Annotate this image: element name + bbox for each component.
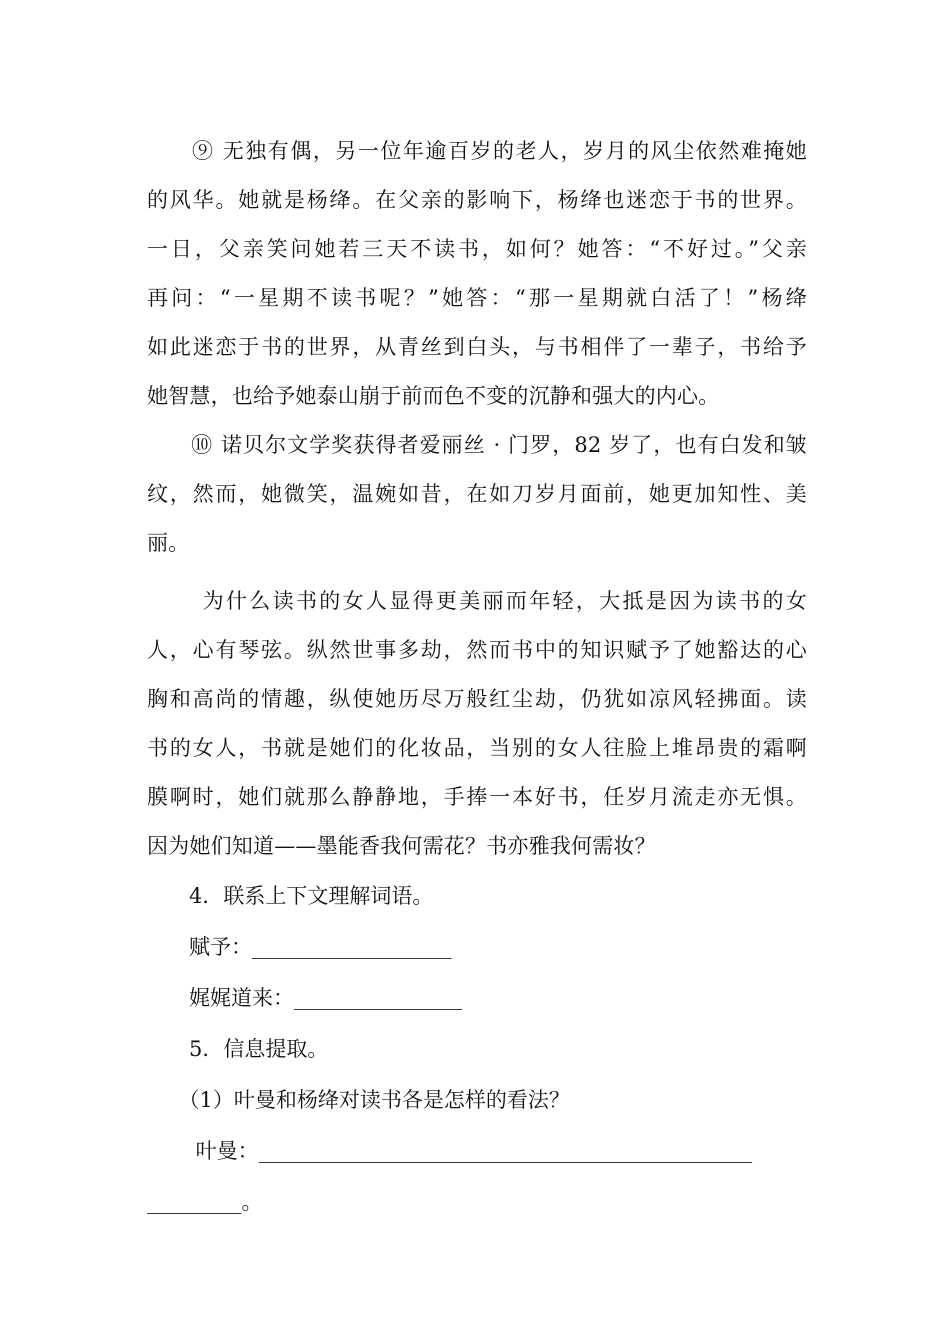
paragraph-line: ⑨ 无独有偶，另一位年逾百岁的老人，岁月的风尘依然难掩她	[147, 139, 807, 163]
paragraph-line: 膜啊时，她们就那么静静地，手捧一本好书，任岁月流走亦无惧。	[147, 785, 807, 809]
paragraph-9	[147, 127, 807, 421]
paragraph-line: 一日，父亲笑问她若三天不读书，如何？她答：“不好过。”父亲	[147, 237, 807, 261]
question-5-sub-1: （1）叶曼和杨绛对读书各是怎样的看法？	[147, 1088, 570, 1112]
paragraph-line: 丽。	[147, 531, 190, 555]
paragraph-11	[147, 577, 807, 871]
paragraph-line: 如此迷恋于书的世界，从青丝到白头，与书相伴了一辈子，书给予	[147, 335, 807, 359]
question-4-word-1-blank: 赋予：___________________	[147, 935, 452, 959]
paragraph-10	[147, 421, 807, 568]
paragraph-line: 因为她们知道——墨能香我何需花？书亦雅我何需妆？	[147, 834, 656, 858]
question-4-title: 4．联系上下文理解词语。	[147, 884, 434, 908]
question-5-yeman-blank-continued: _________。	[147, 1190, 263, 1214]
paragraph-line: 再问：“一星期不读书呢？”她答：“那一星期就白活了！”杨绛	[147, 286, 807, 310]
paragraph-line: ⑩ 诺贝尔文学奖获得者爱丽丝 · 门罗，82 岁了，也有白发和皱	[147, 433, 807, 457]
questions-section	[147, 871, 827, 1228]
paragraph-line: 胸和高尚的情趣，纵使她历尽万般红尘劫，仍犹如凉风轻拂面。读	[147, 687, 807, 711]
question-5-title: 5．信息提取。	[147, 1037, 329, 1061]
paragraph-line: 人，心有琴弦。纵然世事多劫，然而书中的知识赋予了她豁达的心	[147, 638, 807, 662]
paragraph-line: 的风华。她就是杨绛。在父亲的影响下，杨绛也迷恋于书的世界。	[147, 188, 807, 212]
paragraph-line: 纹，然而，她微笑，温婉如昔，在如刀岁月面前，她更加知性、美	[147, 482, 807, 506]
question-5-yeman-blank: 叶曼：_______________________________________________	[147, 1139, 753, 1163]
paragraph-line: 为什么读书的女人显得更美丽而年轻，大抵是因为读书的女	[147, 589, 807, 613]
question-4-word-2-blank: 娓娓道来：________________	[147, 986, 462, 1010]
paragraph-line: 书的女人，书就是她们的化妆品，当别的女人往脸上堆昂贵的霜啊	[147, 736, 807, 760]
paragraph-line: 她智慧，也给予她泰山崩于前而色不变的沉静和强大的内心。	[147, 384, 720, 408]
